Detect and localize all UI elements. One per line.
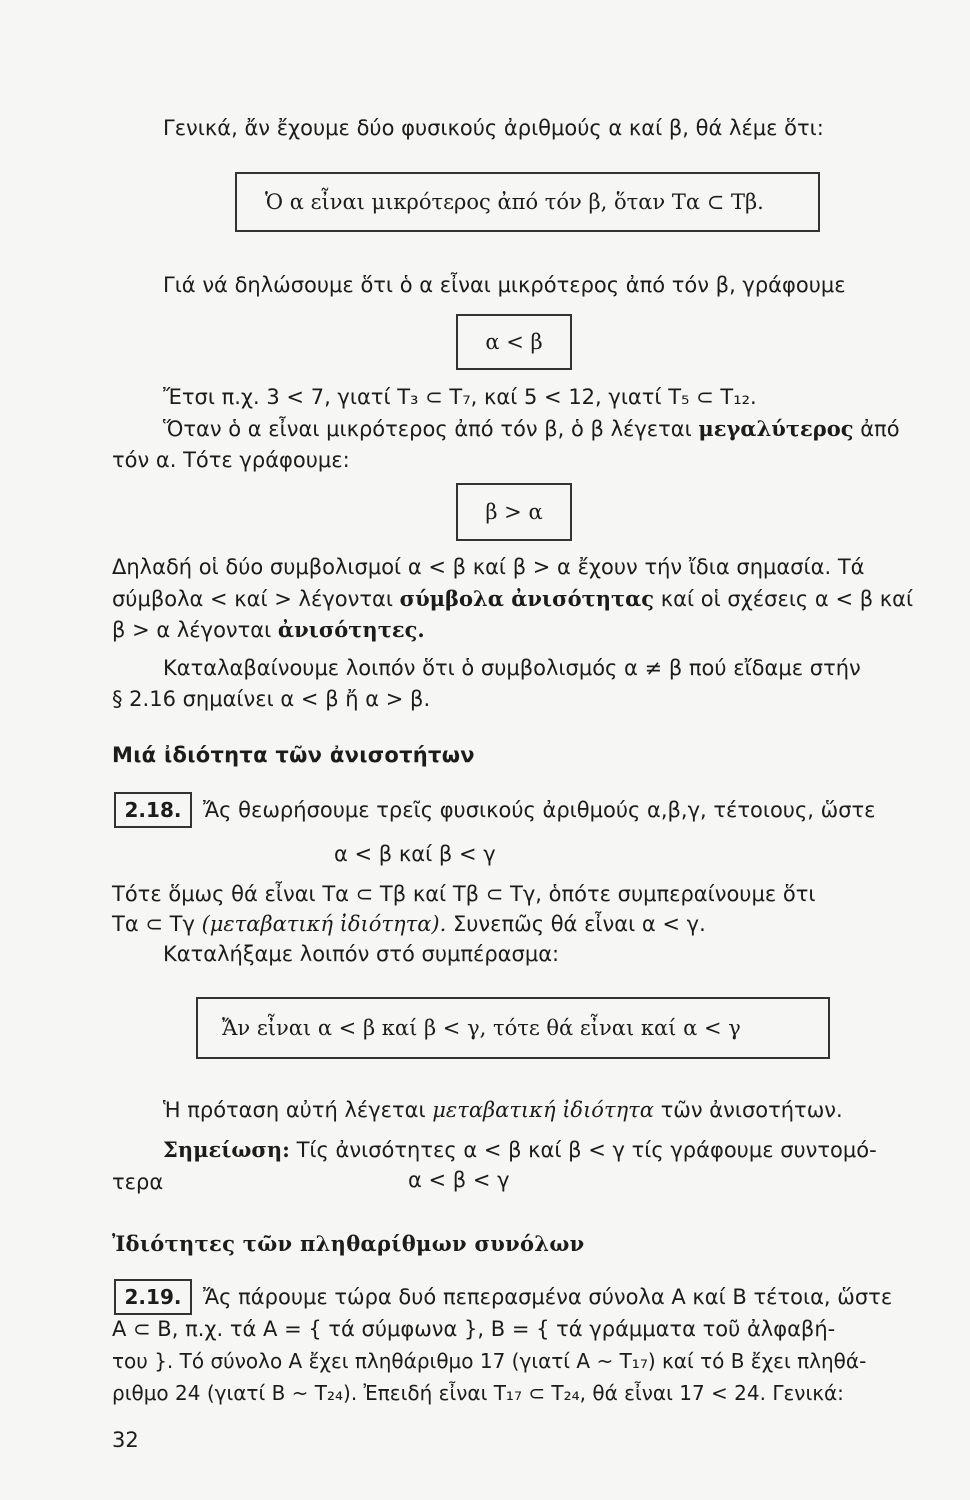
formula-box <box>456 314 572 370</box>
text-span: σύμβολα < καί > λέγονται <box>112 587 400 611</box>
text-span: β > α λέγονται <box>112 618 278 642</box>
text-line: Γιά νά δηλώσουμε ὅτι ὁ α εἶναι μικρότερος ἀπό τόν β, γράφουμε <box>163 273 846 297</box>
text-span: καί οἱ σχέσεις α < β καί <box>654 587 914 611</box>
formula-text: α < β <box>485 330 543 354</box>
text-line: Ἔτσι π.χ. 3 < 7, γιατί T₃ ⊂ T₇, καί 5 < 12, γιατί T₅ ⊂ T₁₂. <box>163 385 757 409</box>
text-line: τερα <box>112 1170 164 1194</box>
text-line: ριθμο 24 (γιατί B ~ T₂₄). Ἐπειδή εἶναι T₁₇ ⊂ T₂₄, θά εἶναι 17 < 24. Γενικά: <box>112 1381 844 1405</box>
section-heading: Μιά ἰδιότητα τῶν ἀνισοτήτων <box>112 743 475 767</box>
bold-term: σύμβολα ἀνισότητας <box>399 586 655 611</box>
definition-text: Ὁ α εἶναι μικρότερος ἀπό τόν β, ὅταν Tα ⊂ Tβ. <box>265 190 764 214</box>
text-line: A ⊂ B, π.χ. τά A = { τά σύμφωνα }, B = { τά γράμματα τοῦ ἀλφαβή- <box>112 1317 836 1341</box>
formula-text: β > α <box>485 500 543 524</box>
italic-term: (μεταβατική ἰδιότητα). <box>201 912 447 936</box>
paragraph-number: 2.18. <box>114 792 192 828</box>
paragraph-number: 2.19. <box>114 1279 192 1315</box>
text-line <box>112 616 425 644</box>
text-line: Γενικά, ἄν ἔχουμε δύο φυσικούς ἀριθμούς α καί β, θά λέμε ὅτι: <box>163 116 824 140</box>
text-span: ἀπό <box>853 417 900 441</box>
text-line <box>163 415 900 443</box>
text-line: τόν α. Τότε γράφουμε: <box>112 448 350 472</box>
text-line: § 2.16 σημαίνει α < β ἤ α > β. <box>112 687 431 711</box>
text-line <box>163 1096 843 1124</box>
bold-term: ἀνισότητες. <box>277 617 425 642</box>
section-heading: Ἰδιότητες τῶν πληθαρίθμων συνόλων <box>112 1231 585 1256</box>
formula-box <box>456 483 572 541</box>
text-line: Ἄς πάρουμε τώρα δυό πεπερασμένα σύνολα A καί B τέτοια, ὥστε <box>203 1285 893 1309</box>
text-span: Ὅταν ὁ α εἶναι μικρότερος ἀπό τόν β, ὁ β λέγεται <box>163 417 699 441</box>
text-line <box>163 1136 877 1164</box>
text-span: Συνεπῶς θά εἶναι α < γ. <box>446 912 706 936</box>
italic-term: μεταβατική ἰδιότητα <box>432 1098 654 1122</box>
page-number: 32 <box>112 1428 139 1452</box>
theorem-text: Ἄν εἶναι α < β καί β < γ, τότε θά εἶναι καί α < γ <box>222 1016 741 1040</box>
text-line: Καταλαβαίνουμε λοιπόν ὅτι ὁ συμβολισμός α ≠ β πού εἴδαμε στήν <box>163 656 861 680</box>
text-line: Καταλήξαμε λοιπόν στό συμπέρασμα: <box>163 942 560 966</box>
text-span: τῶν ἀνισοτήτων. <box>653 1098 843 1122</box>
formula-line: α < β καί β < γ <box>334 842 496 866</box>
text-line: του }. Τό σύνολο A ἔχει πληθάριθμο 17 (γιατί A ~ T₁₇) καί τό B ἔχει πληθά- <box>112 1349 867 1373</box>
text-span: Τίς ἀνισότητες α < β καί β < γ τίς γράφουμε συντομό- <box>289 1138 877 1162</box>
text-line <box>112 910 706 938</box>
definition-box <box>235 172 820 232</box>
text-line: Ἄς θεωρήσουμε τρεῖς φυσικούς ἀριθμούς α,β,γ, τέτοιους, ὥστε <box>203 798 876 822</box>
text-line: Δηλαδή οἱ δύο συμβολισμοί α < β καί β > α ἔχουν τήν ἴδια σημασία. Τά <box>112 555 865 579</box>
text-line: Τότε ὅμως θά εἶναι Tα ⊂ Tβ καί Tβ ⊂ Tγ, ὁπότε συμπεραίνουμε ὅτι <box>112 882 816 906</box>
text-span: Tα ⊂ Tγ <box>112 912 202 936</box>
note-label: Σημείωση: <box>163 1137 290 1162</box>
theorem-box <box>196 997 830 1059</box>
text-span: Ἡ πρόταση αὐτή λέγεται <box>163 1098 433 1122</box>
bold-term: μεγαλύτερος <box>698 416 854 441</box>
formula-line: α < β < γ <box>408 1168 510 1192</box>
text-line <box>112 585 913 613</box>
